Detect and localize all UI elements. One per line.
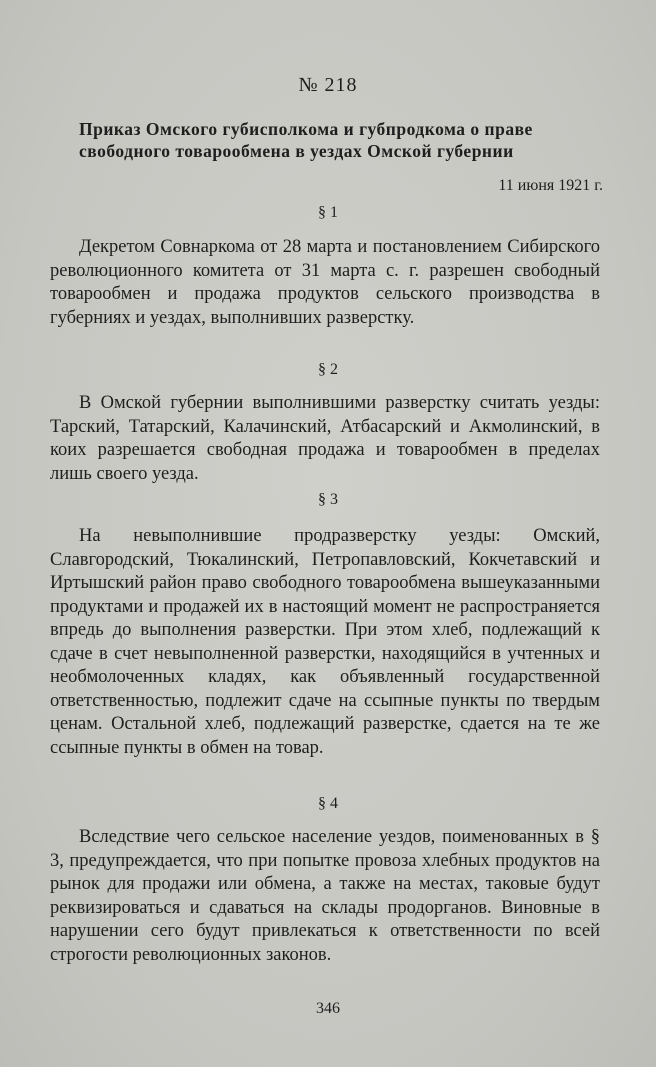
section-2-mark: § 2 bbox=[318, 361, 338, 378]
section-3-text: На невыполнившие продразверстку уезды: Омский, Славгородский, Тюкалинский, Петропавловский, Кокчетавский и Иртышский район право свободного товарообмена вышеуказанными продуктами и продажей их в настоящий момент не распространяется впредь до выполнения разверстки. При этом хлеб, подлежащий к сдаче в счет невыполненной разверстки, находящийся в учтенных и необмолоченных кладях, как объявленный государственной ответственностью, подлежит сдаче на ссыпные пункты по твердым ценам. Остальной хлеб, подлежащий разверстке, сдается на те же ссыпные пункты в обмен на товар. bbox=[50, 526, 600, 758]
section-4-text: Вследствие чего сельское население уездов, поименованных в § 3, предупреждается, что при попытке провоза хлебных продуктов на рынок для продажи или обмена, а также на местах, таковые будут реквизироваться и сдаваться на склады продорганов. Виновные в нарушении сего будут привлекаться к ответственности по всей строгости революционных законов. bbox=[50, 827, 600, 965]
page-number: 346 bbox=[316, 1000, 340, 1017]
document-date: 11 июня 1921 г. bbox=[498, 177, 603, 194]
section-1-text: Декретом Совнаркома от 28 марта и постановлением Сибирского революционного комитета от 31 марта с. г. разрешен свободный товарообмен и продажа продуктов сельского производства в губерниях и уездах, выполнивших разверстку. bbox=[50, 237, 600, 328]
document-number: № 218 bbox=[298, 74, 358, 96]
section-2-text: В Омской губернии выполнившими разверстку считать уезды: Тарский, Татарский, Калачинский, Атбасарский и Акмолинский, в коих разрешается свободная продажа и товарообмен в пределах лишь своего уезда. bbox=[50, 393, 600, 484]
section-4-mark: § 4 bbox=[318, 795, 338, 812]
document-title: Приказ Омского губисполкома и губпродкома о праве свободного товарообмена в уездах Омской губернии bbox=[79, 119, 533, 161]
section-1-mark: § 1 bbox=[318, 204, 338, 221]
section-3-mark: § 3 bbox=[318, 491, 338, 508]
